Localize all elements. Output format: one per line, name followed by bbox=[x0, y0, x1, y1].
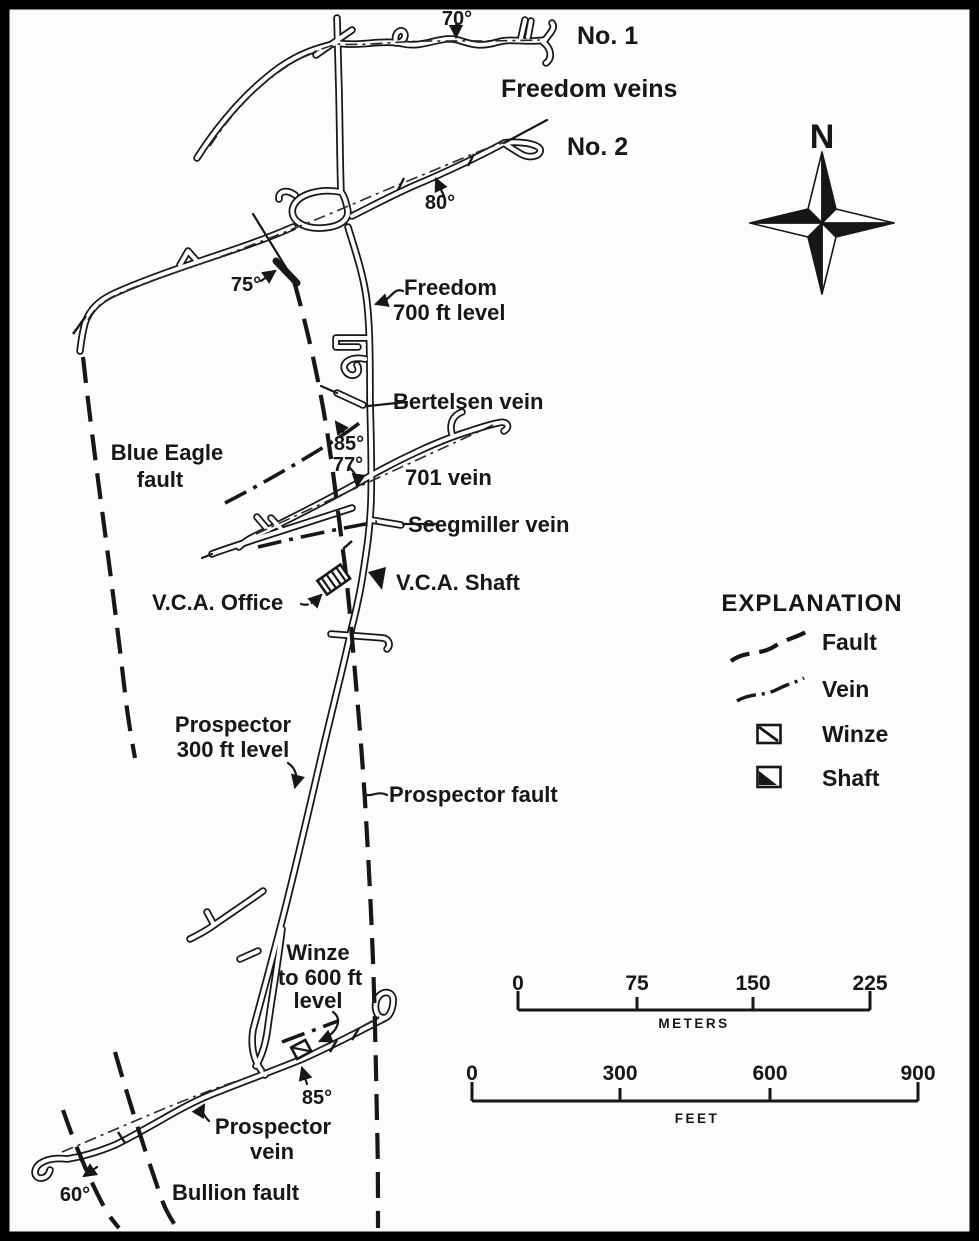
feet-unit-label: FEET bbox=[674, 1111, 720, 1126]
winze-legend-icon bbox=[758, 725, 781, 743]
label-dip-85-south: 85° bbox=[301, 1087, 333, 1109]
vein-legend-icon bbox=[737, 678, 804, 701]
label-seegmiller-vein: Seegmiller vein bbox=[408, 512, 570, 537]
label-freedom-level-2: 700 ft level bbox=[393, 300, 506, 325]
label-prospector-fault: Prospector fault bbox=[389, 782, 558, 807]
meters-tick-75: 75 bbox=[625, 972, 649, 995]
label-prospector-level-1: Prospector bbox=[174, 712, 292, 737]
label-bertelsen-vein: Bertelsen vein bbox=[393, 389, 544, 414]
meters-tick-0: 0 bbox=[512, 972, 524, 995]
label-bullion-fault: Bullion fault bbox=[172, 1180, 300, 1205]
label-no2-vein: No. 2 bbox=[567, 133, 629, 161]
label-winze-600-1: Winze bbox=[286, 940, 350, 965]
label-prospector-level-2: 300 ft level bbox=[176, 737, 290, 762]
feet-tick-300: 300 bbox=[602, 1062, 638, 1085]
meters-tick-225: 225 bbox=[852, 972, 888, 995]
legend bbox=[721, 590, 902, 791]
scale-bar-meters bbox=[512, 972, 888, 1031]
feet-tick-600: 600 bbox=[752, 1062, 788, 1085]
label-freedom-level-1: Freedom bbox=[404, 275, 497, 300]
label-winze-600-3: level bbox=[293, 988, 343, 1013]
meters-tick-150: 150 bbox=[735, 972, 771, 995]
legend-item-shaft: Shaft bbox=[822, 765, 880, 791]
feet-tick-0: 0 bbox=[466, 1062, 478, 1085]
scale-bar-feet bbox=[466, 1062, 935, 1126]
prospector-vein-line bbox=[282, 1021, 338, 1042]
label-blue-eagle-fault-1: Blue Eagle bbox=[110, 440, 224, 465]
label-winze-600-2: to 600 ft bbox=[277, 965, 363, 990]
label-prospector-vein-1: Prospector bbox=[214, 1114, 332, 1139]
label-freedom-veins: Freedom veins bbox=[501, 75, 678, 103]
label-no1-vein: No. 1 bbox=[577, 22, 639, 50]
label-blue-eagle-fault-2: fault bbox=[136, 467, 184, 492]
label-dip-60: 60° bbox=[59, 1184, 91, 1206]
label-dip-70: 70° bbox=[441, 8, 473, 30]
legend-title: EXPLANATION bbox=[721, 590, 903, 617]
feet-tick-900: 900 bbox=[900, 1062, 936, 1085]
fault-legend-icon bbox=[731, 631, 807, 661]
label-dip-75: 75° bbox=[230, 274, 262, 296]
legend-item-winze: Winze bbox=[822, 721, 889, 747]
label-701-vein: 701 vein bbox=[405, 465, 492, 490]
west-fault-line bbox=[63, 1110, 119, 1228]
label-dip-80: 80° bbox=[424, 192, 456, 214]
legend-item-vein: Vein bbox=[822, 676, 870, 702]
label-dip-85: 85° bbox=[333, 433, 365, 455]
meters-unit-label: METERS bbox=[658, 1016, 730, 1031]
blue-eagle-fault-line bbox=[83, 357, 135, 758]
compass-north-label: N bbox=[809, 118, 835, 156]
label-vca-office: V.C.A. Office bbox=[152, 590, 284, 615]
legend-item-fault: Fault bbox=[822, 629, 877, 655]
shaft-symbol-vca bbox=[368, 567, 386, 590]
label-prospector-vein-2: vein bbox=[249, 1139, 295, 1164]
label-dip-77: 77° bbox=[332, 454, 364, 476]
compass-rose bbox=[750, 118, 894, 294]
label-vca-shaft: V.C.A. Shaft bbox=[396, 570, 520, 595]
shaft-legend-icon bbox=[758, 767, 781, 787]
